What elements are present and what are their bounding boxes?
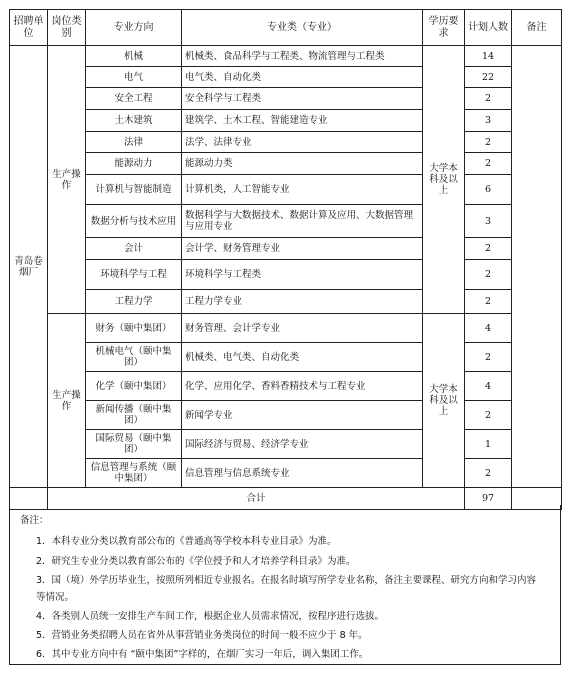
recruitment-table — [9, 9, 562, 510]
table-row — [10, 132, 562, 153]
table-row — [10, 205, 562, 238]
table-row — [10, 314, 562, 343]
direction-cell: 计算机与智能制造 — [86, 175, 182, 205]
count-cell: 1 — [465, 430, 512, 459]
major-cell: 机械类、食品科学与工程类、物流管理与工程类 — [182, 46, 423, 67]
direction-cell: 机械 — [86, 46, 182, 67]
major-cell: 机械类、电气类、自动化类 — [182, 343, 423, 372]
direction-cell: 环境科学与工程 — [86, 260, 182, 290]
count-cell: 4 — [465, 314, 512, 343]
count-cell: 2 — [465, 88, 512, 110]
notes-title: 备注： — [20, 515, 49, 526]
major-cell: 法学、法律专业 — [182, 132, 423, 153]
direction-cell: 数据分析与技术应用 — [86, 205, 182, 238]
count-cell: 2 — [465, 238, 512, 260]
major-cell: 工程力学专业 — [182, 290, 423, 314]
table-row — [10, 88, 562, 110]
major-cell: 电气类、自动化类 — [182, 67, 423, 88]
major-cell: 财务管理、会计学专业 — [182, 314, 423, 343]
major-cell: 安全科学与工程类 — [182, 88, 423, 110]
count-cell: 2 — [465, 343, 512, 372]
header-direction: 专业方向 — [86, 10, 182, 46]
direction-cell: 财务（颐中集团） — [86, 314, 182, 343]
table-row — [10, 153, 562, 175]
major-cell: 国际经济与贸易、经济学专业 — [182, 430, 423, 459]
count-cell: 2 — [465, 153, 512, 175]
direction-cell: 电气 — [86, 67, 182, 88]
count-cell: 3 — [465, 205, 512, 238]
direction-cell: 法律 — [86, 132, 182, 153]
header-major: 专业类（专业） — [182, 10, 423, 46]
education-cell: 大学本科及以上 — [423, 46, 465, 314]
direction-cell: 能源动力 — [86, 153, 182, 175]
note-item: 4．各类别人员统一安排生产车间工作，根据企业人员需求情况，按程序进行选拔。 — [36, 611, 385, 622]
note-item: 1．本科专业分类以教育部公布的《普通高等学校本科专业目录》为准。 — [36, 536, 337, 547]
count-cell: 2 — [465, 290, 512, 314]
direction-cell: 信息管理与系统（颐中集团） — [86, 459, 182, 488]
notes-section — [9, 505, 561, 665]
note-item: 2．研究生专业分类以教育部公布的《学位授予和人才培养学科目录》为准。 — [36, 556, 356, 567]
direction-cell: 机械电气（颐中集团） — [86, 343, 182, 372]
direction-cell: 化学（颐中集团） — [86, 372, 182, 401]
major-cell: 会计学、财务管理专业 — [182, 238, 423, 260]
category-cell: 生产操作 — [48, 314, 86, 488]
header-unit: 招聘单位 — [10, 10, 48, 46]
table-row — [10, 343, 562, 372]
note-item: 3．国（境）外学历毕业生，按照所列相近专业报名。在报名时填写所学专业名称，备注主要课程、研究方向和学习内容等情况。 — [36, 575, 537, 603]
count-cell: 6 — [465, 175, 512, 205]
count-cell: 2 — [465, 459, 512, 488]
table-row — [10, 238, 562, 260]
category-cell: 生产操作 — [48, 46, 86, 314]
header-category: 岗位类别 — [48, 10, 86, 46]
total-count: 97 — [465, 488, 512, 510]
header-planned: 计划人数 — [465, 10, 512, 46]
unit-name-cell: 青岛卷烟厂 — [10, 46, 48, 488]
note-item: 5．营销业务类招聘人员在省外从事营销业务类岗位的时间一般不应少于 8 年。 — [36, 630, 368, 641]
header-education: 学历要求 — [423, 10, 465, 46]
table-row — [10, 430, 562, 459]
major-cell: 环境科学与工程类 — [182, 260, 423, 290]
education-cell: 大学本科及以上 — [423, 314, 465, 488]
header-row — [10, 10, 562, 46]
major-cell: 数据科学与大数据技术、数据计算及应用、大数据管理与应用专业 — [182, 205, 423, 238]
table-row — [10, 260, 562, 290]
major-cell: 信息管理与信息系统专业 — [182, 459, 423, 488]
count-cell: 2 — [465, 260, 512, 290]
count-cell: 3 — [465, 110, 512, 132]
table-row — [10, 290, 562, 314]
major-cell: 计算机类，人工智能专业 — [182, 175, 423, 205]
table-row — [10, 459, 562, 488]
major-cell: 能源动力类 — [182, 153, 423, 175]
header-remark: 备注 — [512, 10, 562, 46]
table-row — [10, 175, 562, 205]
major-cell: 建筑学、土木工程、智能建造专业 — [182, 110, 423, 132]
table-row — [10, 46, 562, 67]
direction-cell: 安全工程 — [86, 88, 182, 110]
table-row — [10, 372, 562, 401]
table-row — [10, 401, 562, 430]
direction-cell: 会计 — [86, 238, 182, 260]
direction-cell: 新闻传播（颐中集团） — [86, 401, 182, 430]
direction-cell: 土木建筑 — [86, 110, 182, 132]
count-cell: 14 — [465, 46, 512, 67]
direction-cell: 国际贸易（颐中集团） — [86, 430, 182, 459]
count-cell: 2 — [465, 132, 512, 153]
table-row — [10, 110, 562, 132]
total-label: 合计 — [48, 488, 465, 510]
major-cell: 化学、应用化学、香料香精技术与工程专业 — [182, 372, 423, 401]
major-cell: 新闻学专业 — [182, 401, 423, 430]
count-cell: 2 — [465, 401, 512, 430]
count-cell: 4 — [465, 372, 512, 401]
note-item: 6．其中专业方向中有 “颐中集团”字样的，在烟厂实习一年后，调入集团工作。 — [36, 649, 369, 660]
remark-cell — [512, 46, 562, 488]
table-row — [10, 67, 562, 88]
direction-cell: 工程力学 — [86, 290, 182, 314]
count-cell: 22 — [465, 67, 512, 88]
